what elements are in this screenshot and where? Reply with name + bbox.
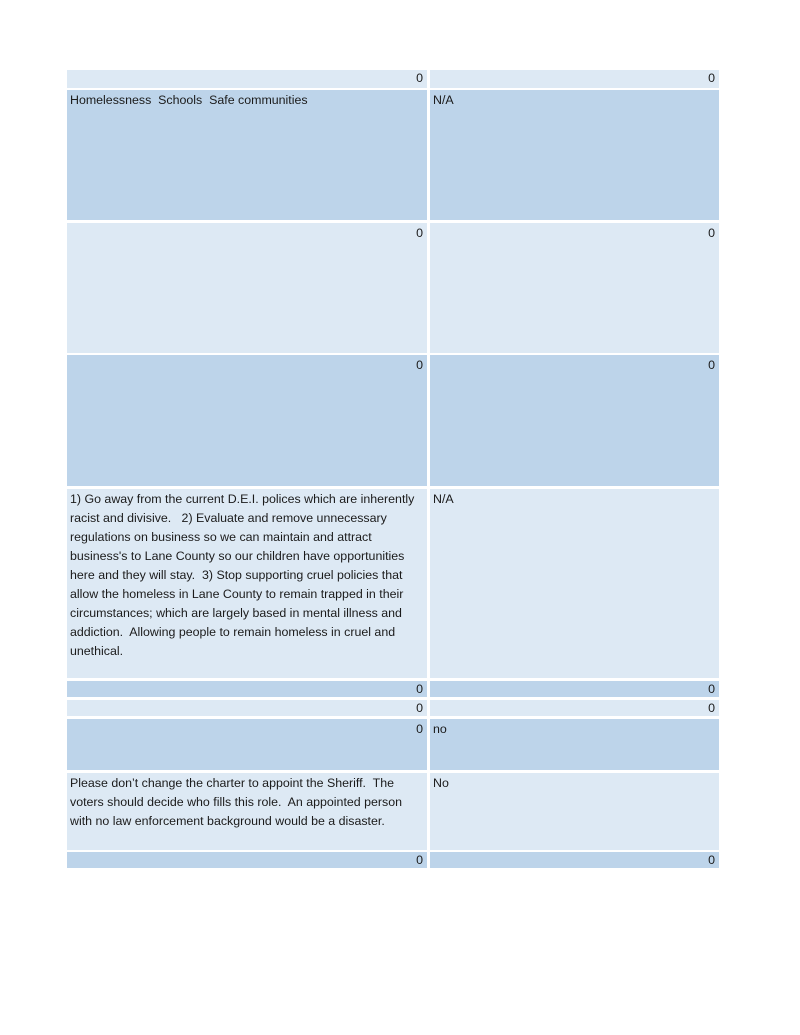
response-text-cell: 1) Go away from the current D.E.I. polices which are inherently racist and divisive. 2) Evaluate and remove unnecessary regulations on business so we can maintain and attract business's to Lane County so our children have opportunities here and they will stay. 3) Stop supporting cruel policies that allow the homeless in Lane County to remain trapped in their circumstances; which are largely based in mental illness and addiction. Allowing people to remain homeless in cruel and unethical. [67, 489, 427, 678]
answer-count-cell: 0 [430, 852, 719, 868]
table-row [67, 355, 719, 486]
response-count-cell: 0 [67, 355, 427, 486]
table-row [67, 700, 719, 716]
survey-response-table [67, 70, 719, 868]
response-count-cell: 0 [67, 681, 427, 697]
response-text-cell: Homelessness Schools Safe communities [67, 90, 427, 220]
table-row [67, 773, 719, 850]
response-count-cell: 0 [67, 719, 427, 770]
table-row [67, 489, 719, 678]
answer-cell: N/A [430, 489, 719, 678]
table-row [67, 223, 719, 353]
response-count-cell: 0 [67, 700, 427, 716]
answer-cell: no [430, 719, 719, 770]
table-row [67, 719, 719, 770]
answer-count-cell: 0 [430, 681, 719, 697]
response-count-cell: 0 [67, 223, 427, 353]
response-text-cell: Please don’t change the charter to appoint the Sheriff. The voters should decide who fills this role. An appointed person with no law enforcement background would be a disaster. [67, 773, 427, 850]
response-count-cell: 0 [67, 70, 427, 88]
answer-count-cell: 0 [430, 70, 719, 88]
answer-count-cell: 0 [430, 223, 719, 353]
table-row [67, 681, 719, 697]
table-row [67, 70, 719, 88]
answer-count-cell: 0 [430, 355, 719, 486]
table-row [67, 852, 719, 868]
answer-count-cell: 0 [430, 700, 719, 716]
answer-cell: No [430, 773, 719, 850]
table-row [67, 90, 719, 220]
answer-cell: N/A [430, 90, 719, 220]
response-count-cell: 0 [67, 852, 427, 868]
